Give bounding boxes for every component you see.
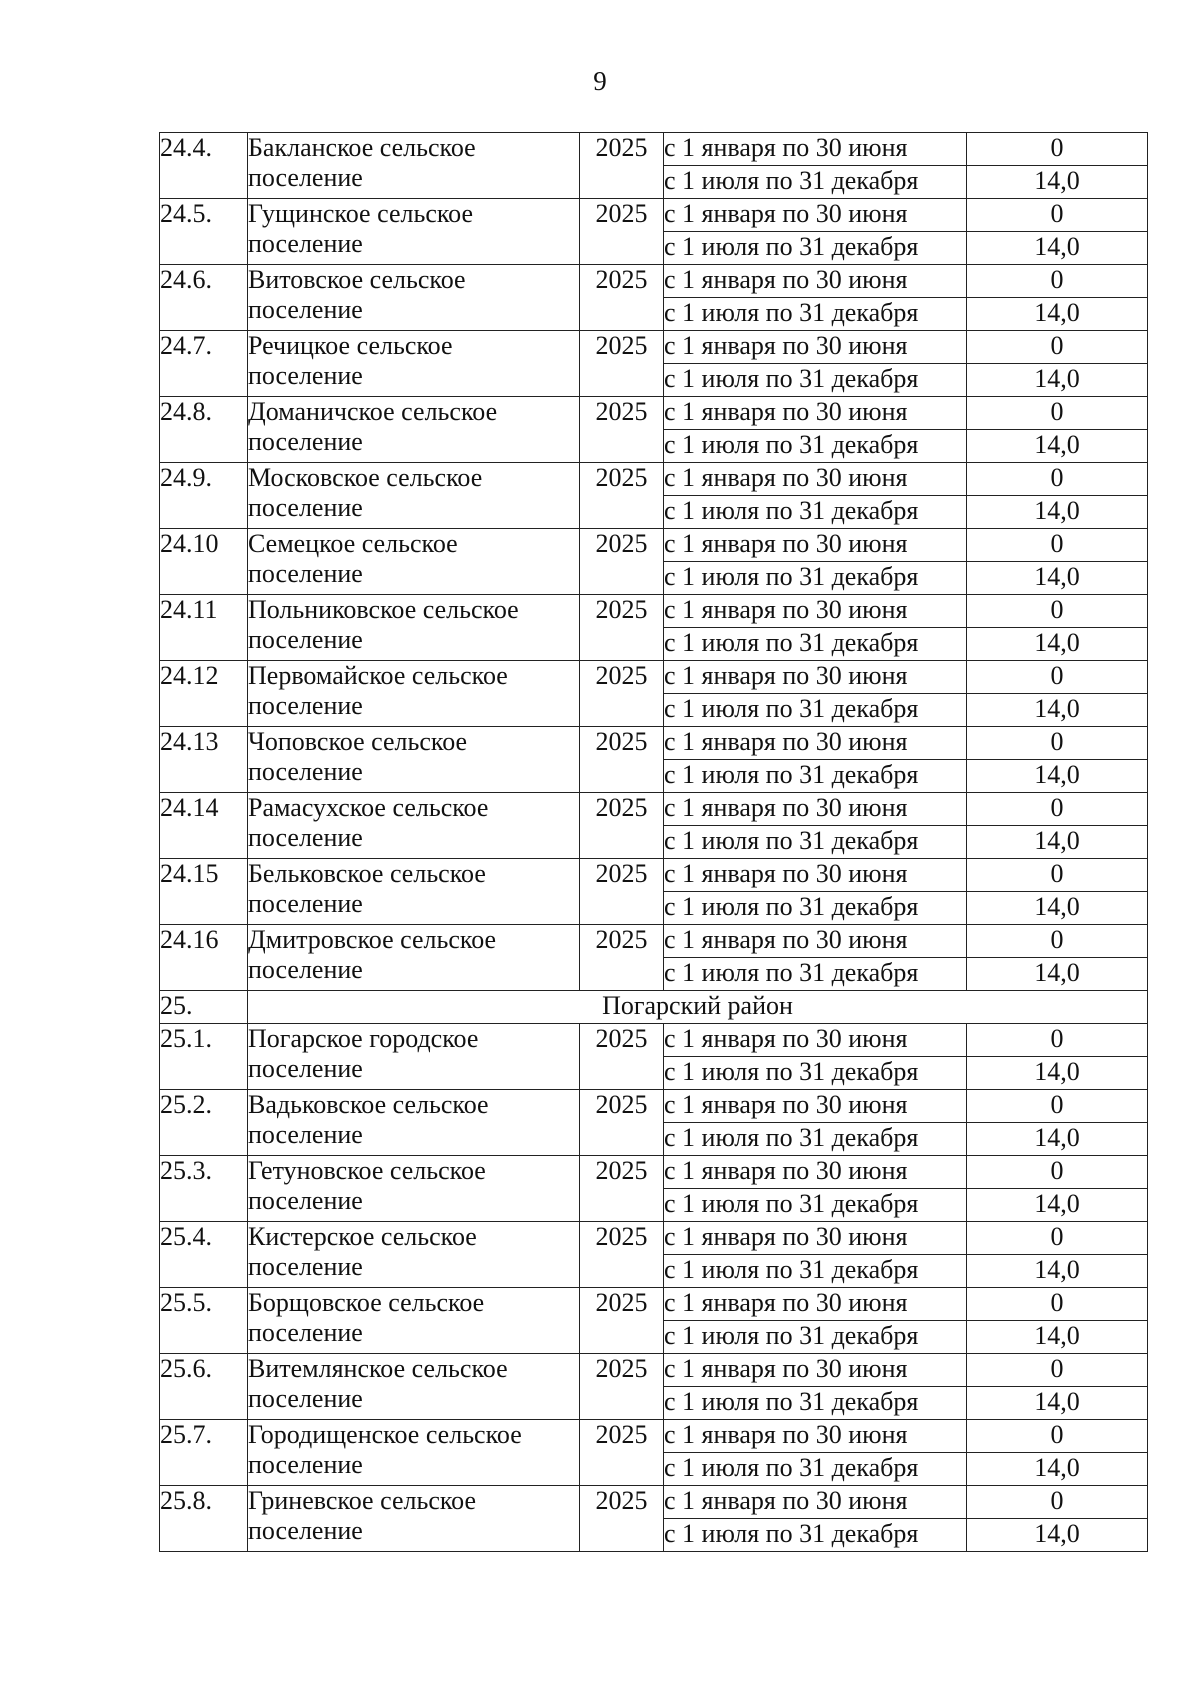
period-second-half: с 1 июля по 31 декабря [664, 166, 967, 199]
period-second-half: с 1 июля по 31 декабря [664, 1123, 967, 1156]
row-number: 24.11 [160, 595, 248, 661]
settlement-name-line-2: поселение [248, 229, 363, 258]
table-row [160, 1222, 1148, 1255]
value-second-half: 14,0 [967, 892, 1148, 925]
table-row [160, 1156, 1148, 1189]
settlement-name-line-2: поселение [248, 427, 363, 456]
settlement-name-line-1: Кистерское сельское [248, 1222, 477, 1251]
year-cell: 2025 [580, 925, 664, 991]
table-row [160, 265, 1148, 298]
year-cell: 2025 [580, 1156, 664, 1222]
year-cell: 2025 [580, 1486, 664, 1552]
tariff-table-body [160, 133, 1148, 1552]
year-cell: 2025 [580, 1024, 664, 1090]
period-second-half: с 1 июля по 31 декабря [664, 298, 967, 331]
settlement-name-line-1: Гриневское сельское [248, 1486, 477, 1515]
value-first-half: 0 [967, 1090, 1148, 1123]
table-row [160, 529, 1148, 562]
period-first-half: с 1 января по 30 июня [664, 595, 967, 628]
year-cell: 2025 [580, 1354, 664, 1420]
settlement-name [248, 1486, 580, 1552]
period-first-half: с 1 января по 30 июня [664, 265, 967, 298]
table-row [160, 1024, 1148, 1057]
period-second-half: с 1 июля по 31 декабря [664, 892, 967, 925]
year-cell: 2025 [580, 859, 664, 925]
value-first-half: 0 [967, 1222, 1148, 1255]
table-row [160, 793, 1148, 826]
year-cell: 2025 [580, 199, 664, 265]
year-cell: 2025 [580, 661, 664, 727]
page-number: 9 [593, 66, 607, 96]
value-first-half: 0 [967, 265, 1148, 298]
period-first-half: с 1 января по 30 июня [664, 529, 967, 562]
period-second-half: с 1 июля по 31 декабря [664, 1057, 967, 1090]
settlement-name [248, 595, 580, 661]
period-first-half: с 1 января по 30 июня [664, 1090, 967, 1123]
period-second-half: с 1 июля по 31 декабря [664, 1519, 967, 1552]
settlement-name-line-1: Речицкое сельское [248, 331, 453, 360]
settlement-name-line-1: Городищенское сельское [248, 1420, 522, 1449]
period-first-half: с 1 января по 30 июня [664, 925, 967, 958]
period-first-half: с 1 января по 30 июня [664, 859, 967, 892]
row-number: 25.8. [160, 1486, 248, 1552]
settlement-name-line-1: Московское сельское [248, 463, 483, 492]
row-number: 24.12 [160, 661, 248, 727]
value-first-half: 0 [967, 595, 1148, 628]
value-second-half: 14,0 [967, 628, 1148, 661]
settlement-name-line-2: поселение [248, 1054, 363, 1083]
settlement-name-line-1: Витовское сельское [248, 265, 466, 294]
value-second-half: 14,0 [967, 232, 1148, 265]
table-row [160, 727, 1148, 760]
period-first-half: с 1 января по 30 июня [664, 661, 967, 694]
year-cell: 2025 [580, 1222, 664, 1288]
year-cell: 2025 [580, 133, 664, 199]
settlement-name-line-2: поселение [248, 1186, 363, 1215]
settlement-name-line-1: Чоповское сельское [248, 727, 468, 756]
period-second-half: с 1 июля по 31 декабря [664, 694, 967, 727]
period-first-half: с 1 января по 30 июня [664, 1222, 967, 1255]
settlement-name [248, 1354, 580, 1420]
table-row [160, 661, 1148, 694]
period-first-half: с 1 января по 30 июня [664, 1486, 967, 1519]
value-first-half: 0 [967, 397, 1148, 430]
period-second-half: с 1 июля по 31 декабря [664, 496, 967, 529]
period-second-half: с 1 июля по 31 декабря [664, 826, 967, 859]
value-second-half: 14,0 [967, 826, 1148, 859]
period-second-half: с 1 июля по 31 декабря [664, 430, 967, 463]
settlement-name-line-2: поселение [248, 1120, 363, 1149]
settlement-name [248, 463, 580, 529]
row-number: 24.6. [160, 265, 248, 331]
table-row [160, 1354, 1148, 1387]
row-number: 25.2. [160, 1090, 248, 1156]
settlement-name-line-2: поселение [248, 361, 363, 390]
year-cell: 2025 [580, 463, 664, 529]
value-first-half: 0 [967, 793, 1148, 826]
table-row [160, 1288, 1148, 1321]
settlement-name-line-2: поселение [248, 955, 363, 984]
settlement-name-line-1: Рамасухское сельское [248, 793, 489, 822]
year-cell: 2025 [580, 1420, 664, 1486]
period-first-half: с 1 января по 30 июня [664, 1288, 967, 1321]
period-second-half: с 1 июля по 31 декабря [664, 1255, 967, 1288]
period-second-half: с 1 июля по 31 декабря [664, 1189, 967, 1222]
period-second-half: с 1 июля по 31 декабря [664, 1321, 967, 1354]
row-number: 24.16 [160, 925, 248, 991]
settlement-name-line-2: поселение [248, 889, 363, 918]
year-cell: 2025 [580, 1288, 664, 1354]
period-second-half: с 1 июля по 31 декабря [664, 1387, 967, 1420]
settlement-name-line-1: Первомайское сельское [248, 661, 508, 690]
value-second-half: 14,0 [967, 496, 1148, 529]
period-first-half: с 1 января по 30 июня [664, 793, 967, 826]
period-first-half: с 1 января по 30 июня [664, 1354, 967, 1387]
row-number: 24.10 [160, 529, 248, 595]
table-row [160, 463, 1148, 496]
settlement-name-line-2: поселение [248, 295, 363, 324]
settlement-name-line-2: поселение [248, 1384, 363, 1413]
settlement-name [248, 1156, 580, 1222]
row-number: 24.15 [160, 859, 248, 925]
settlement-name [248, 1024, 580, 1090]
settlement-name-line-2: поселение [248, 823, 363, 852]
value-first-half: 0 [967, 529, 1148, 562]
value-second-half: 14,0 [967, 1519, 1148, 1552]
period-first-half: с 1 января по 30 июня [664, 331, 967, 364]
settlement-name [248, 265, 580, 331]
row-number: 24.5. [160, 199, 248, 265]
settlement-name-line-2: поселение [248, 1516, 363, 1545]
settlement-name-line-1: Погарское городское [248, 1024, 479, 1053]
value-second-half: 14,0 [967, 562, 1148, 595]
value-second-half: 14,0 [967, 430, 1148, 463]
value-first-half: 0 [967, 1354, 1148, 1387]
row-number: 24.9. [160, 463, 248, 529]
value-second-half: 14,0 [967, 364, 1148, 397]
period-second-half: с 1 июля по 31 декабря [664, 1453, 967, 1486]
row-number: 25.7. [160, 1420, 248, 1486]
value-first-half: 0 [967, 331, 1148, 364]
period-first-half: с 1 января по 30 июня [664, 727, 967, 760]
settlement-name-line-1: Дмитровское сельское [248, 925, 497, 954]
period-first-half: с 1 января по 30 июня [664, 133, 967, 166]
year-cell: 2025 [580, 397, 664, 463]
table-row [160, 199, 1148, 232]
settlement-name-line-2: поселение [248, 625, 363, 654]
value-second-half: 14,0 [967, 1255, 1148, 1288]
year-cell: 2025 [580, 595, 664, 661]
period-second-half: с 1 июля по 31 декабря [664, 562, 967, 595]
period-first-half: с 1 января по 30 июня [664, 397, 967, 430]
table-row [160, 397, 1148, 430]
year-cell: 2025 [580, 529, 664, 595]
settlement-name-line-2: поселение [248, 757, 363, 786]
settlement-name [248, 727, 580, 793]
settlement-name-line-2: поселение [248, 163, 363, 192]
period-first-half: с 1 января по 30 июня [664, 1156, 967, 1189]
row-number: 25. [160, 991, 248, 1024]
row-number: 25.6. [160, 1354, 248, 1420]
period-second-half: с 1 июля по 31 декабря [664, 760, 967, 793]
row-number: 25.5. [160, 1288, 248, 1354]
settlement-name-line-1: Гущинское сельское [248, 199, 474, 228]
settlement-name [248, 1222, 580, 1288]
value-first-half: 0 [967, 727, 1148, 760]
row-number: 24.13 [160, 727, 248, 793]
settlement-name-line-2: поселение [248, 1252, 363, 1281]
table-row [160, 331, 1148, 364]
value-second-half: 14,0 [967, 298, 1148, 331]
row-number: 24.4. [160, 133, 248, 199]
settlement-name-line-2: поселение [248, 1450, 363, 1479]
settlement-name-line-1: Семецкое сельское [248, 529, 458, 558]
settlement-name [248, 529, 580, 595]
settlement-name-line-1: Польниковское сельское [248, 595, 519, 624]
row-number: 25.3. [160, 1156, 248, 1222]
settlement-name [248, 133, 580, 199]
settlement-name [248, 397, 580, 463]
period-first-half: с 1 января по 30 июня [664, 1024, 967, 1057]
period-second-half: с 1 июля по 31 декабря [664, 628, 967, 661]
settlement-name [248, 1420, 580, 1486]
value-first-half: 0 [967, 859, 1148, 892]
settlement-name-line-1: Бельковское сельское [248, 859, 486, 888]
settlement-name [248, 331, 580, 397]
table-row [160, 133, 1148, 166]
row-number: 24.8. [160, 397, 248, 463]
settlement-name-line-2: поселение [248, 1318, 363, 1347]
district-row [160, 991, 1148, 1024]
settlement-name-line-1: Доманичское сельское [248, 397, 498, 426]
settlement-name-line-2: поселение [248, 559, 363, 588]
tariff-table [159, 132, 1148, 1552]
value-first-half: 0 [967, 463, 1148, 496]
value-second-half: 14,0 [967, 1453, 1148, 1486]
table-row [160, 595, 1148, 628]
table-row [160, 1486, 1148, 1519]
value-second-half: 14,0 [967, 1057, 1148, 1090]
year-cell: 2025 [580, 1090, 664, 1156]
value-second-half: 14,0 [967, 958, 1148, 991]
value-first-half: 0 [967, 199, 1148, 232]
settlement-name [248, 793, 580, 859]
settlement-name [248, 859, 580, 925]
settlement-name [248, 925, 580, 991]
settlement-name-line-1: Бакланское сельское [248, 133, 476, 162]
district-name: Погарский район [248, 991, 1148, 1024]
settlement-name-line-1: Гетуновское сельское [248, 1156, 486, 1185]
value-second-half: 14,0 [967, 1387, 1148, 1420]
table-row [160, 1090, 1148, 1123]
settlement-name-line-1: Борщовское сельское [248, 1288, 485, 1317]
period-first-half: с 1 января по 30 июня [664, 1420, 967, 1453]
value-second-half: 14,0 [967, 694, 1148, 727]
value-second-half: 14,0 [967, 1321, 1148, 1354]
value-first-half: 0 [967, 1486, 1148, 1519]
value-second-half: 14,0 [967, 166, 1148, 199]
row-number: 25.1. [160, 1024, 248, 1090]
period-second-half: с 1 июля по 31 декабря [664, 232, 967, 265]
value-first-half: 0 [967, 1420, 1148, 1453]
value-second-half: 14,0 [967, 760, 1148, 793]
settlement-name [248, 199, 580, 265]
value-first-half: 0 [967, 1024, 1148, 1057]
value-first-half: 0 [967, 1288, 1148, 1321]
value-second-half: 14,0 [967, 1189, 1148, 1222]
settlement-name-line-1: Витемлянское сельское [248, 1354, 508, 1383]
row-number: 24.7. [160, 331, 248, 397]
period-first-half: с 1 января по 30 июня [664, 199, 967, 232]
year-cell: 2025 [580, 331, 664, 397]
settlement-name-line-2: поселение [248, 691, 363, 720]
settlement-name [248, 1288, 580, 1354]
year-cell: 2025 [580, 265, 664, 331]
value-first-half: 0 [967, 925, 1148, 958]
year-cell: 2025 [580, 727, 664, 793]
settlement-name [248, 1090, 580, 1156]
period-first-half: с 1 января по 30 июня [664, 463, 967, 496]
table-row [160, 859, 1148, 892]
settlement-name [248, 661, 580, 727]
settlement-name-line-2: поселение [248, 493, 363, 522]
value-first-half: 0 [967, 661, 1148, 694]
table-row [160, 925, 1148, 958]
period-second-half: с 1 июля по 31 декабря [664, 958, 967, 991]
table-row [160, 1420, 1148, 1453]
value-second-half: 14,0 [967, 1123, 1148, 1156]
year-cell: 2025 [580, 793, 664, 859]
value-first-half: 0 [967, 1156, 1148, 1189]
period-second-half: с 1 июля по 31 декабря [664, 364, 967, 397]
settlement-name-line-1: Вадьковское сельское [248, 1090, 489, 1119]
row-number: 25.4. [160, 1222, 248, 1288]
value-first-half: 0 [967, 133, 1148, 166]
row-number: 24.14 [160, 793, 248, 859]
